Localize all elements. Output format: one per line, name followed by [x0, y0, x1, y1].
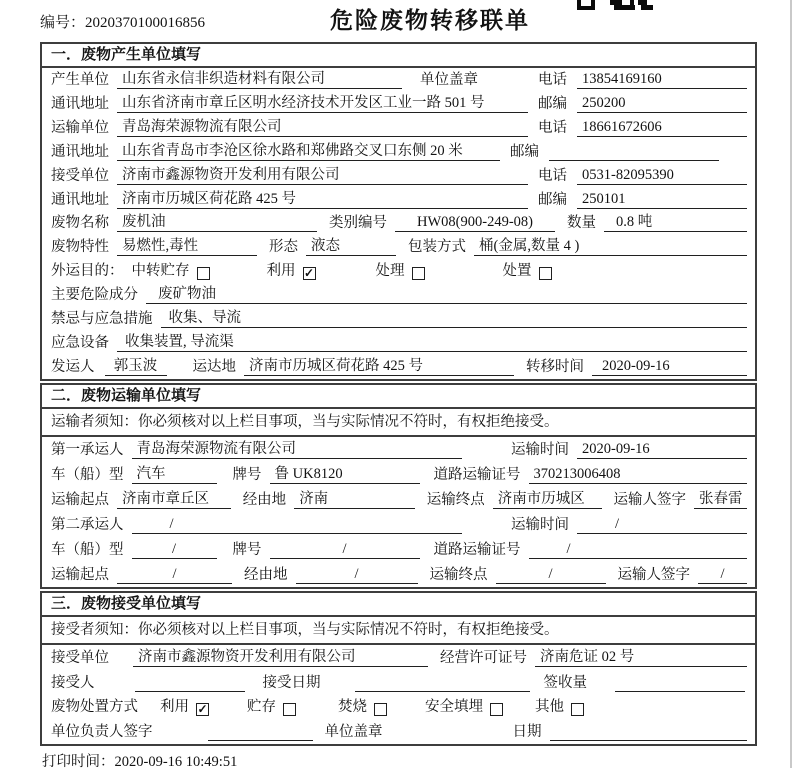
- packing-value: 桶(金属,数量 4 ): [474, 237, 747, 256]
- second-carrier-value: /: [132, 515, 462, 534]
- producer-phone-label: 电话: [538, 71, 567, 88]
- purpose-treat-label: 处理: [375, 263, 405, 280]
- producer-address-label: 通讯地址: [51, 95, 109, 112]
- route-via-1-value: 济南: [294, 490, 415, 509]
- producer-unit-label: 产生单位: [51, 71, 109, 88]
- receiver-unit-label: 接受单位: [51, 167, 109, 184]
- section-receiver-title: 三．废物接受单位填写: [42, 593, 755, 617]
- unit-seal-label: 单位盖章: [420, 71, 478, 88]
- disposal-landfill-label: 安全填埋: [425, 699, 483, 716]
- sign-date-label: 日期: [512, 724, 542, 740]
- waste-traits-value: 易燃性,毒性: [117, 237, 257, 256]
- disposal-method-row: [42, 695, 755, 720]
- emergency-measures-value: 收集、导流: [161, 309, 748, 328]
- vehicle-type-1-label: 车（船）型: [51, 467, 124, 483]
- disposal-burn-label: 焚烧: [338, 699, 367, 716]
- first-carrier-label: 第一承运人: [51, 442, 124, 458]
- receiver-address-row: [42, 188, 755, 212]
- accept-unit-row: [42, 645, 755, 670]
- disposal-use-checkbox: ✓: [197, 702, 208, 717]
- unit-head-sign-row: [42, 719, 755, 744]
- producer-unit-row: [42, 68, 755, 92]
- first-carrier-row: [42, 437, 755, 462]
- vehicle-type-1-value: 汽车: [132, 465, 217, 484]
- transfer-purpose-label: 外运目的：: [51, 263, 124, 280]
- transporter-notice: 运输者须知：你必须核对以上栏目事项，当与实际情况不符时，有权拒绝接受。: [42, 409, 755, 437]
- operate-license-label: 经营许可证号: [440, 649, 527, 666]
- waste-name-label: 废物名称: [51, 215, 109, 232]
- producer-phone-value: 13854169160: [577, 70, 747, 89]
- vehicle-type-2-label: 车（船）型: [51, 542, 124, 558]
- route-end-2-label: 运输终点: [429, 567, 488, 583]
- transporter-phone-value: 18661672606: [577, 118, 747, 137]
- disposal-method-label: 废物处置方式: [51, 699, 138, 716]
- transport-time-2-value: /: [577, 515, 747, 534]
- destination-value: 济南市历城区荷花路 425 号: [244, 357, 514, 376]
- waste-name-row: [42, 212, 755, 236]
- receiver-unit-row: [42, 164, 755, 188]
- route-end-2-value: /: [496, 565, 606, 584]
- waste-code-label: 类别编号: [329, 215, 387, 232]
- route-end-1-label: 运输终点: [426, 492, 485, 508]
- accept-date-label: 接受日期: [262, 674, 321, 691]
- hazard-component-label: 主要危险成分: [51, 287, 138, 304]
- plate-2-value: /: [270, 540, 420, 559]
- section-transporter-title: 二．废物运输单位填写: [42, 385, 755, 409]
- second-carrier-label: 第二承运人: [51, 517, 124, 533]
- disposal-other-label: 其他: [535, 699, 564, 716]
- purpose-use-checkbox: ✓: [303, 266, 315, 281]
- hazard-component-value: 废矿物油: [146, 285, 747, 304]
- receiver-address-label: 通讯地址: [51, 191, 109, 208]
- transporter-address-value: 山东省青岛市李沧区徐水路和郑佛路交叉口东侧 20 米: [117, 142, 500, 161]
- receiver-zip-value: 250101: [577, 190, 747, 209]
- dispatch-row: [42, 355, 755, 379]
- print-time-label: 打印时间：: [42, 754, 115, 770]
- waste-name-value: 废机油: [117, 213, 317, 232]
- purpose-dispose-label: 处置: [502, 263, 532, 280]
- packing-label: 包装方式: [408, 239, 466, 256]
- section-receiver: [40, 591, 757, 746]
- vehicle-2-row: [42, 537, 755, 562]
- transport-time-2-label: 运输时间: [511, 517, 569, 533]
- purpose-storage-checkbox: [197, 267, 210, 280]
- road-license-2-value: /: [529, 540, 748, 559]
- producer-address-row: [42, 92, 755, 116]
- purpose-treat-checkbox: [412, 267, 425, 280]
- route-start-1-label: 运输起点: [51, 492, 109, 508]
- disposal-use-label: 利用: [160, 699, 189, 716]
- purpose-use-label: 利用: [266, 263, 296, 280]
- emergency-measures-row: [42, 307, 755, 331]
- transporter-unit-row: [42, 116, 755, 140]
- dispatcher-label: 发运人: [51, 358, 95, 375]
- page-edge-line: [790, 0, 792, 768]
- waste-traits-row: [42, 235, 755, 259]
- waste-code-value: HW08(900-249-08): [395, 213, 555, 232]
- operate-license-value: 济南危证 02 号: [535, 648, 747, 667]
- serial-number-line: [40, 11, 205, 32]
- route-start-2-value: /: [117, 565, 232, 584]
- receiver-unit-value: 济南市鑫源物资开发利用有限公司: [117, 166, 528, 185]
- waste-form-label: 形态: [269, 239, 298, 256]
- section-producer: [40, 42, 757, 381]
- dispatcher-value: 郭玉波: [105, 357, 167, 376]
- serial-value: 2020370100016856: [85, 15, 206, 31]
- route-end-1-value: 济南市历城区: [493, 490, 602, 509]
- route-via-2-label: 经由地: [244, 567, 288, 583]
- sign-date-value: [550, 723, 748, 741]
- route-2-row: [42, 562, 755, 587]
- route-1-row: [42, 487, 755, 512]
- transport-time-1-value: 2020-09-16: [577, 440, 747, 459]
- transporter-phone-label: 电话: [538, 119, 567, 136]
- destination-label: 运达地: [192, 358, 236, 375]
- disposal-storage-checkbox: [283, 703, 296, 716]
- transporter-zip-value: [549, 143, 719, 161]
- producer-zip-value: 250200: [577, 94, 747, 113]
- receiver-notice: 接受者须知：你必须核对以上栏目事项，当与实际情况不符时，有权拒绝接受。: [42, 617, 755, 645]
- receiver-address-value: 济南市历城区荷花路 425 号: [117, 190, 528, 209]
- purpose-storage-label: 中转贮存: [131, 263, 190, 280]
- unit-seal-3-label: 单位盖章: [324, 724, 383, 740]
- disposal-landfill-checkbox: [490, 703, 503, 716]
- waste-qty-label: 数量: [567, 215, 596, 232]
- transport-time-1-label: 运输时间: [511, 442, 569, 458]
- road-license-1-value: 370213006408: [529, 465, 748, 484]
- transporter-unit-label: 运输单位: [51, 119, 109, 136]
- waste-traits-label: 废物特性: [51, 239, 109, 256]
- emergency-measures-label: 禁忌与应急措施: [51, 311, 153, 328]
- plate-1-value: 鲁 UK8120: [270, 465, 420, 484]
- vehicle-1-row: [42, 462, 755, 487]
- carrier-sign-1-value: 张春雷: [694, 490, 747, 509]
- disposal-storage-label: 贮存: [247, 699, 276, 716]
- receiver-zip-label: 邮编: [538, 191, 567, 208]
- transporter-unit-value: 青岛海荣源物流有限公司: [117, 118, 528, 137]
- accept-unit-label: 接受单位: [51, 649, 109, 666]
- transfer-purpose-row: [42, 259, 755, 283]
- transfer-time-value: 2020-09-16: [592, 357, 747, 376]
- road-license-2-label: 道路运输证号: [433, 542, 521, 558]
- transporter-address-row: [42, 140, 755, 164]
- emergency-equipment-row: [42, 331, 755, 355]
- unit-head-sign-label: 单位负责人签字: [51, 724, 153, 740]
- emergency-equipment-value: 收集装置, 导流渠: [117, 333, 747, 352]
- disposal-other-checkbox: [571, 703, 584, 716]
- transporter-address-label: 通讯地址: [51, 143, 109, 160]
- hazard-component-row: [42, 283, 755, 307]
- carrier-sign-2-label: 运输人签字: [617, 567, 690, 583]
- carrier-sign-2-value: /: [698, 565, 747, 584]
- signed-qty-value: [615, 674, 745, 692]
- accept-unit-value: 济南市鑫源物资开发利用有限公司: [133, 648, 428, 667]
- print-time-value: 2020-09-16 10:49:51: [114, 754, 238, 770]
- accept-person-row: [42, 670, 755, 695]
- page-title: 危险废物转移联单: [330, 8, 530, 33]
- section-transporter: [40, 383, 757, 589]
- waste-form-value: 液态: [306, 237, 396, 256]
- route-via-1-label: 经由地: [242, 492, 287, 508]
- first-carrier-value: 青岛海荣源物流有限公司: [132, 440, 462, 459]
- transfer-time-label: 转移时间: [526, 358, 584, 375]
- producer-zip-label: 邮编: [538, 95, 567, 112]
- plate-1-label: 牌号: [232, 467, 262, 483]
- second-carrier-row: [42, 512, 755, 537]
- receiver-phone-value: 0531-82095390: [577, 166, 747, 185]
- carrier-sign-1-label: 运输人签字: [613, 492, 687, 508]
- producer-unit-value: 山东省永信非织造材料有限公司: [117, 70, 402, 89]
- accept-person-value: [135, 674, 245, 692]
- route-start-2-label: 运输起点: [51, 567, 109, 583]
- accept-date-value: [355, 674, 530, 692]
- disposal-burn-checkbox: [374, 703, 387, 716]
- section-producer-title: 一．废物产生单位填写: [42, 44, 755, 68]
- emergency-equipment-label: 应急设备: [51, 335, 109, 352]
- qr-code-fragment-icon: [577, 0, 653, 10]
- waste-qty-value: 0.8 吨: [604, 213, 747, 232]
- signed-qty-label: 签收量: [543, 674, 587, 691]
- producer-address-value: 山东省济南市章丘区明水经济技术开发区工业一路 501 号: [117, 94, 528, 113]
- accept-person-label: 接受人: [51, 674, 95, 691]
- route-start-1-value: 济南市章丘区: [117, 490, 231, 509]
- plate-2-label: 牌号: [232, 542, 262, 558]
- unit-head-sign-value: [208, 723, 313, 741]
- route-via-2-value: /: [296, 565, 418, 584]
- receiver-phone-label: 电话: [538, 167, 567, 184]
- vehicle-type-2-value: /: [132, 540, 217, 559]
- road-license-1-label: 道路运输证号: [433, 467, 521, 483]
- purpose-dispose-checkbox: [539, 267, 552, 280]
- transporter-zip-label: 邮编: [510, 143, 539, 160]
- serial-label: 编号：: [40, 15, 86, 31]
